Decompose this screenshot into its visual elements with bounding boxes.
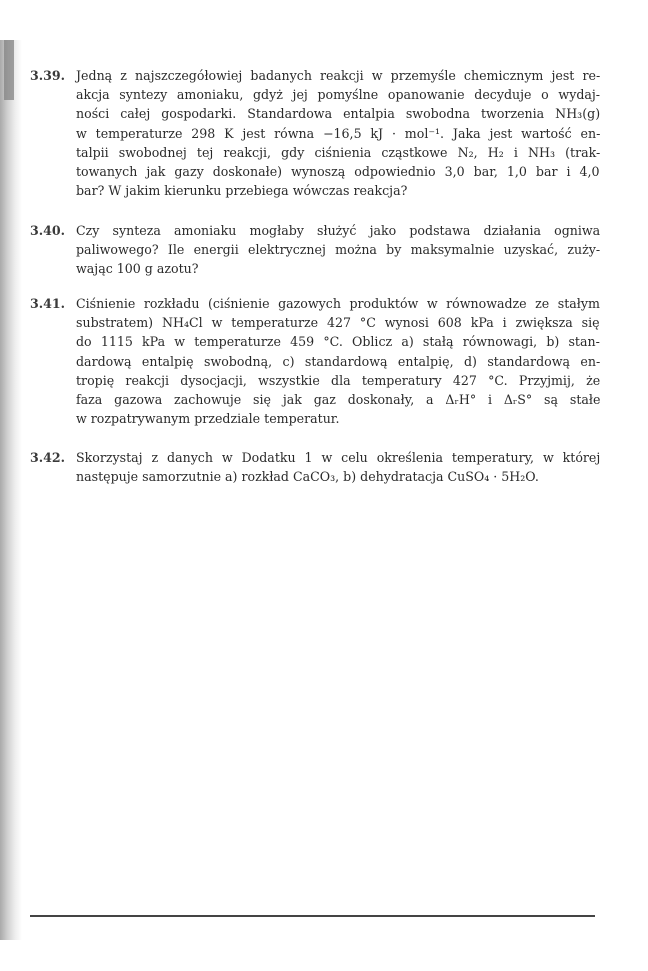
problem-text [76, 66, 600, 200]
text-line: Ciśnienie rozkładu (ciśnienie gazowych produktów w równowadze ze stałym [76, 296, 600, 311]
text-line: wając 100 g azotu? [76, 261, 199, 277]
text-line: dardową entalpię swobodną, c) standardową entalpię, d) standardową en- [76, 353, 601, 369]
problem-number: 3.41. [30, 296, 66, 311]
text-line: akcja syntezy amoniaku, gdyż jej pomyślne opanowanie decyduje o wydaj- [76, 87, 601, 103]
text-line: Skorzystaj z danych w Dodatku 1 w celu określenia temperatury, w której [76, 450, 601, 465]
problem-text [76, 448, 600, 486]
problem-number: 3.40. [30, 223, 66, 238]
text-line: bar? W jakim kierunku przebiega wówczas reakcja? [76, 183, 408, 199]
problem-number: 3.39. [30, 68, 66, 83]
text-line: ności całej gospodarki. Standardowa entalpia swobodna tworzenia NH₃(g) [76, 106, 601, 122]
problem-3-42 [30, 448, 600, 486]
text-line: do 1115 kPa w temperaturze 459 °C. Oblicz a) stałą równowagi, b) stan- [76, 334, 600, 350]
problem-number: 3.42. [30, 450, 66, 465]
problem-3-40 [30, 221, 600, 279]
problem-3-39 [30, 66, 600, 200]
text-line: Jedną z najszczegółowiej badanych reakcji w przemyśle chemicznym jest re- [76, 68, 601, 83]
binding-shadow-dark [4, 40, 14, 100]
text-line: paliwowego? Ile energii elektrycznej można by maksymalnie uzyskać, zuży- [76, 242, 601, 258]
text-line: Czy synteza amoniaku mogłaby służyć jako podstawa działania ogniwa [76, 223, 601, 238]
problem-text [76, 294, 600, 428]
text-line: w rozpatrywanym przedziale temperatur. [76, 411, 340, 427]
text-line: substratem) NH₄Cl w temperaturze 427 °C wynosi 608 kPa i zwiększa się [76, 315, 600, 331]
text-line: w temperaturze 298 K jest równa −16,5 kJ · mol⁻¹. Jaka jest wartość en- [76, 125, 601, 141]
bottom-rule [30, 915, 595, 917]
text-line: następuje samorzutnie a) rozkład CaCO₃, b) dehydratacja CuSO₄ · 5H₂O. [76, 469, 539, 485]
problem-3-41 [30, 294, 600, 428]
problem-text [76, 221, 600, 279]
text-line: faza gazowa zachowuje się jak gaz doskonały, a ΔᵣH° i ΔᵣS° są stałe [76, 392, 601, 408]
binding-shadow [0, 40, 22, 940]
text-line: tropię reakcji dysocjacji, wszystkie dla temperatury 427 °C. Przyjmij, że [76, 372, 601, 388]
text-line: talpii swobodnej tej reakcji, gdy ciśnienia cząstkowe N₂, H₂ i NH₃ (trak- [76, 144, 601, 160]
text-line: towanych jak gazy doskonałe) wynoszą odpowiednio 3,0 bar, 1,0 bar i 4,0 [76, 164, 600, 180]
